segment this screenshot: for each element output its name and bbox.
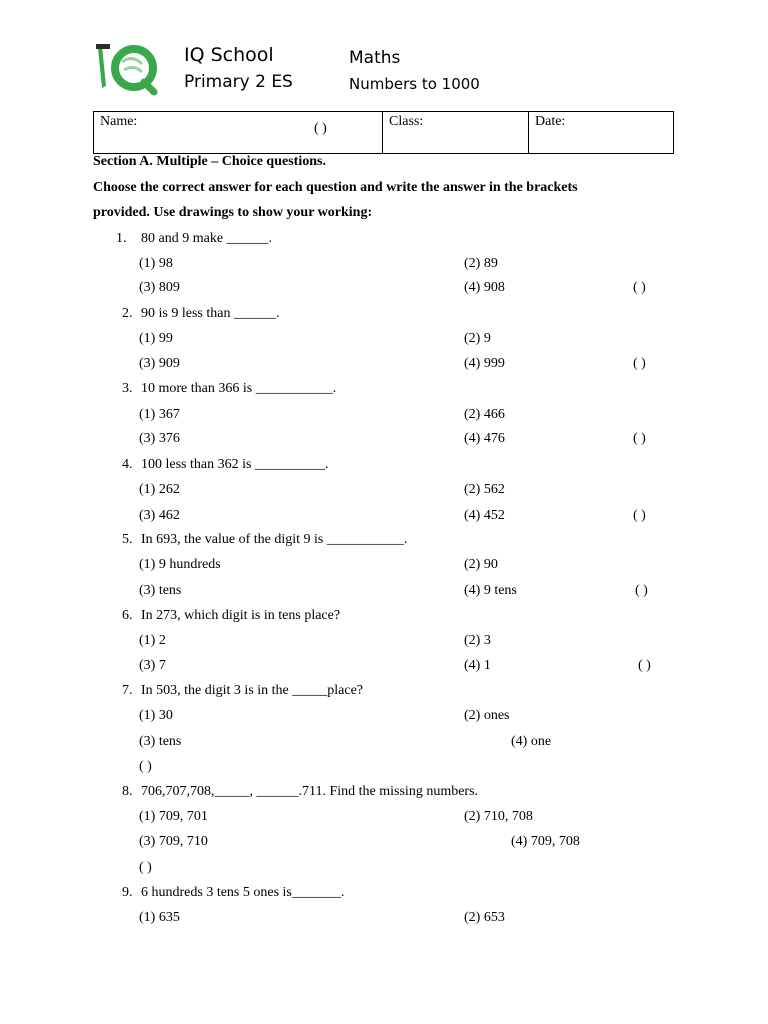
question-2-option-4: (4) 999 [464,356,505,371]
question-5-option-2: (2) 90 [464,557,498,572]
student-info-table [93,111,674,154]
question-8-number: 8. [122,784,133,799]
subject-title: Maths [349,48,401,68]
question-6-option-2: (2) 3 [464,633,491,648]
question-4-option-4: (4) 452 [464,508,505,523]
question-2-option-3: (3) 909 [139,356,180,371]
question-9-option-2: (2) 653 [464,910,505,925]
question-7-answer-bracket[interactable]: ( ) [139,759,152,774]
question-1-option-1: (1) 98 [139,256,173,271]
svg-text:IQ: IQ [94,70,96,71]
school-name: IQ School [184,44,274,66]
question-4-answer-bracket[interactable]: ( ) [633,508,646,523]
question-7-option-3: (3) tens [139,734,182,749]
question-3-option-4: (4) 476 [464,431,505,446]
grade-level: Primary 2 ES [184,72,293,92]
question-6-option-4: (4) 1 [464,658,491,673]
question-3-text: 10 more than 366 is ___________. [141,381,337,396]
question-1-answer-bracket[interactable]: ( ) [633,280,646,295]
question-3-option-1: (1) 367 [139,407,180,422]
question-6-text: In 273, which digit is in tens place? [141,608,341,623]
question-2-option-2: (2) 9 [464,331,491,346]
question-2-number: 2. [122,306,133,321]
question-1-text: 80 and 9 make ______. [141,231,273,246]
question-4-option-2: (2) 562 [464,482,505,497]
question-1-option-4: (4) 908 [464,280,505,295]
instruction-line-1: Choose the correct answer for each question and write the answer in the brackets [93,180,578,195]
question-8-option-3: (3) 709, 710 [139,834,208,849]
question-3-number: 3. [122,381,133,396]
date-label: Date: [535,114,566,129]
question-6-option-3: (3) 7 [139,658,166,673]
class-cell[interactable] [383,112,529,153]
question-6-number: 6. [122,608,133,623]
question-5-option-3: (3) tens [139,583,182,598]
question-2-option-1: (1) 99 [139,331,173,346]
question-5-answer-bracket[interactable]: ( ) [635,583,648,598]
question-8-text: 706,707,708,_____, ______.711. Find the missing numbers. [141,784,479,799]
topic-title: Numbers to 1000 [349,75,480,93]
instruction-line-2: provided. Use drawings to show your working: [93,205,373,220]
question-7-option-4: (4) one [511,734,552,749]
question-3-option-2: (2) 466 [464,407,505,422]
question-8-option-2: (2) 710, 708 [464,809,533,824]
question-8-option-4: (4) 709, 708 [511,834,580,849]
question-8-answer-bracket[interactable]: ( ) [139,860,152,875]
question-6-answer-bracket[interactable]: ( ) [638,658,651,673]
register-number-bracket: ( ) [314,121,327,136]
question-9-option-1: (1) 635 [139,910,180,925]
class-label: Class: [389,114,424,129]
name-label: Name: [100,114,138,129]
question-9-number: 9. [122,885,133,900]
section-title: Section A. Multiple – Choice questions. [93,154,326,169]
question-2-answer-bracket[interactable]: ( ) [633,356,646,371]
question-7-option-2: (2) ones [464,708,510,723]
question-5-text: In 693, the value of the digit 9 is ___________. [141,532,408,547]
question-4-text: 100 less than 362 is __________. [141,457,329,472]
question-2-text: 90 is 9 less than ______. [141,306,280,321]
question-5-option-1: (1) 9 hundreds [139,557,221,572]
question-6-option-1: (1) 2 [139,633,166,648]
question-7-option-1: (1) 30 [139,708,173,723]
question-9-text: 6 hundreds 3 tens 5 ones is_______. [141,885,345,900]
name-cell[interactable] [94,112,383,153]
question-8-option-1: (1) 709, 701 [139,809,208,824]
question-1-number: 1. [116,231,127,246]
question-7-text: In 503, the digit 3 is in the _____place? [141,683,364,698]
question-3-answer-bracket[interactable]: ( ) [633,431,646,446]
question-7-number: 7. [122,683,133,698]
question-4-option-3: (3) 462 [139,508,180,523]
question-3-option-3: (3) 376 [139,431,180,446]
question-5-number: 5. [122,532,133,547]
question-4-option-1: (1) 262 [139,482,180,497]
iq-school-logo [92,40,158,96]
question-1-option-3: (3) 809 [139,280,180,295]
question-5-option-4: (4) 9 tens [464,583,517,598]
date-cell[interactable] [529,112,673,153]
question-4-number: 4. [122,457,133,472]
question-1-option-2: (2) 89 [464,256,498,271]
